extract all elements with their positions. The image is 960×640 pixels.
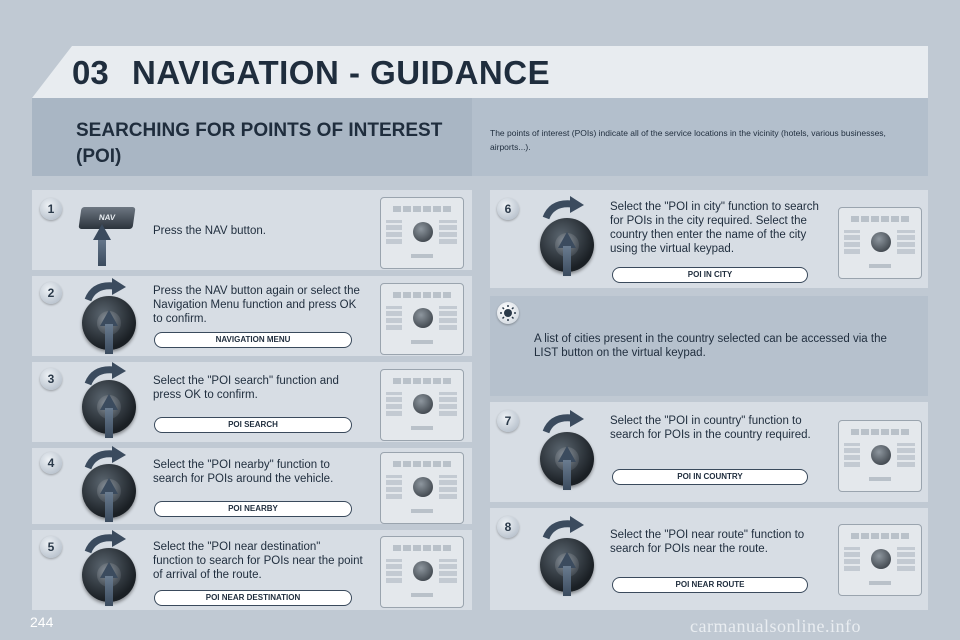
step-badge-7: 7 <box>497 410 519 432</box>
press-arrow-stem-icon <box>563 246 571 276</box>
radio-unit-3 <box>380 369 464 441</box>
page-number: 244 <box>30 614 54 630</box>
section-title: SEARCHING FOR POINTS OF INTEREST (POI) <box>76 120 443 167</box>
press-arrow-stem-icon <box>105 324 113 354</box>
step-badge-8: 8 <box>497 516 519 538</box>
menu-tag-poi-nearby: POI NEARBY <box>154 501 352 517</box>
step-badge-4: 4 <box>40 452 62 474</box>
lightbulb-icon <box>497 302 519 324</box>
menu-tag-navigation-menu: NAVIGATION MENU <box>154 332 352 348</box>
press-arrow-stem-icon <box>105 408 113 438</box>
step-badge-3: 3 <box>40 368 62 390</box>
radio-unit-7 <box>838 420 922 492</box>
step-text-5: Select the "POI near destination" function to search for POIs near the point of arrival of the route. <box>153 541 363 581</box>
step-badge-6: 6 <box>497 198 519 220</box>
radio-unit-6 <box>838 207 922 279</box>
arrow-up-icon <box>93 224 111 240</box>
watermark: carmanualsonline.info <box>690 616 861 636</box>
menu-tag-poi-in-country: POI IN COUNTRY <box>612 469 808 485</box>
menu-tag-poi-in-city: POI IN CITY <box>612 267 808 283</box>
press-arrow-stem-icon <box>563 566 571 596</box>
lightbulb-glyph-icon <box>497 302 519 324</box>
menu-tag-poi-near-route: POI NEAR ROUTE <box>612 577 808 593</box>
step-text-1: Press the NAV button. <box>153 225 266 237</box>
press-arrow-icon <box>98 236 106 266</box>
radio-unit-5 <box>380 536 464 608</box>
menu-tag-poi-near-destination: POI NEAR DESTINATION <box>154 590 352 606</box>
press-arrow-stem-icon <box>563 460 571 490</box>
step-text-6: Select the "POI in city" function to search for POIs in the city required. Select the country then enter the name of the city using the virtual keypad. <box>610 201 819 255</box>
press-arrow-stem-icon <box>105 576 113 606</box>
step-text-3: Select the "POI search" function and press OK to confirm. <box>153 375 339 401</box>
radio-unit-8 <box>838 524 922 596</box>
chapter-title: NAVIGATION - GUIDANCE <box>132 54 551 91</box>
section-intro: The points of interest (POIs) indicate all of the service locations in the vicinity (hotels, various businesses, airports...). <box>490 128 886 152</box>
step-badge-1: 1 <box>40 198 62 220</box>
step-text-8: Select the "POI near route" function to search for POIs near the route. <box>610 529 805 555</box>
nav-button-illustration: NAV <box>78 207 135 229</box>
chapter-number: 03 <box>72 54 109 91</box>
step-text-7: Select the "POI in country" function to search for POIs in the country required. <box>610 415 811 441</box>
step-text-4: Select the "POI nearby" function to search for POIs around the vehicle. <box>153 459 334 485</box>
step-text-2: Press the NAV button again or select the Navigation Menu function and press OK to confirm. <box>153 285 360 325</box>
tip-text: A list of cities present in the country selected can be accessed via the LIST button on the virtual keypad. <box>534 333 887 359</box>
menu-tag-poi-search: POI SEARCH <box>154 417 352 433</box>
step-badge-5: 5 <box>40 536 62 558</box>
radio-unit-4 <box>380 452 464 524</box>
press-arrow-stem-icon <box>105 492 113 522</box>
radio-unit-2 <box>380 283 464 355</box>
step-badge-2: 2 <box>40 282 62 304</box>
radio-unit-1 <box>380 197 464 269</box>
